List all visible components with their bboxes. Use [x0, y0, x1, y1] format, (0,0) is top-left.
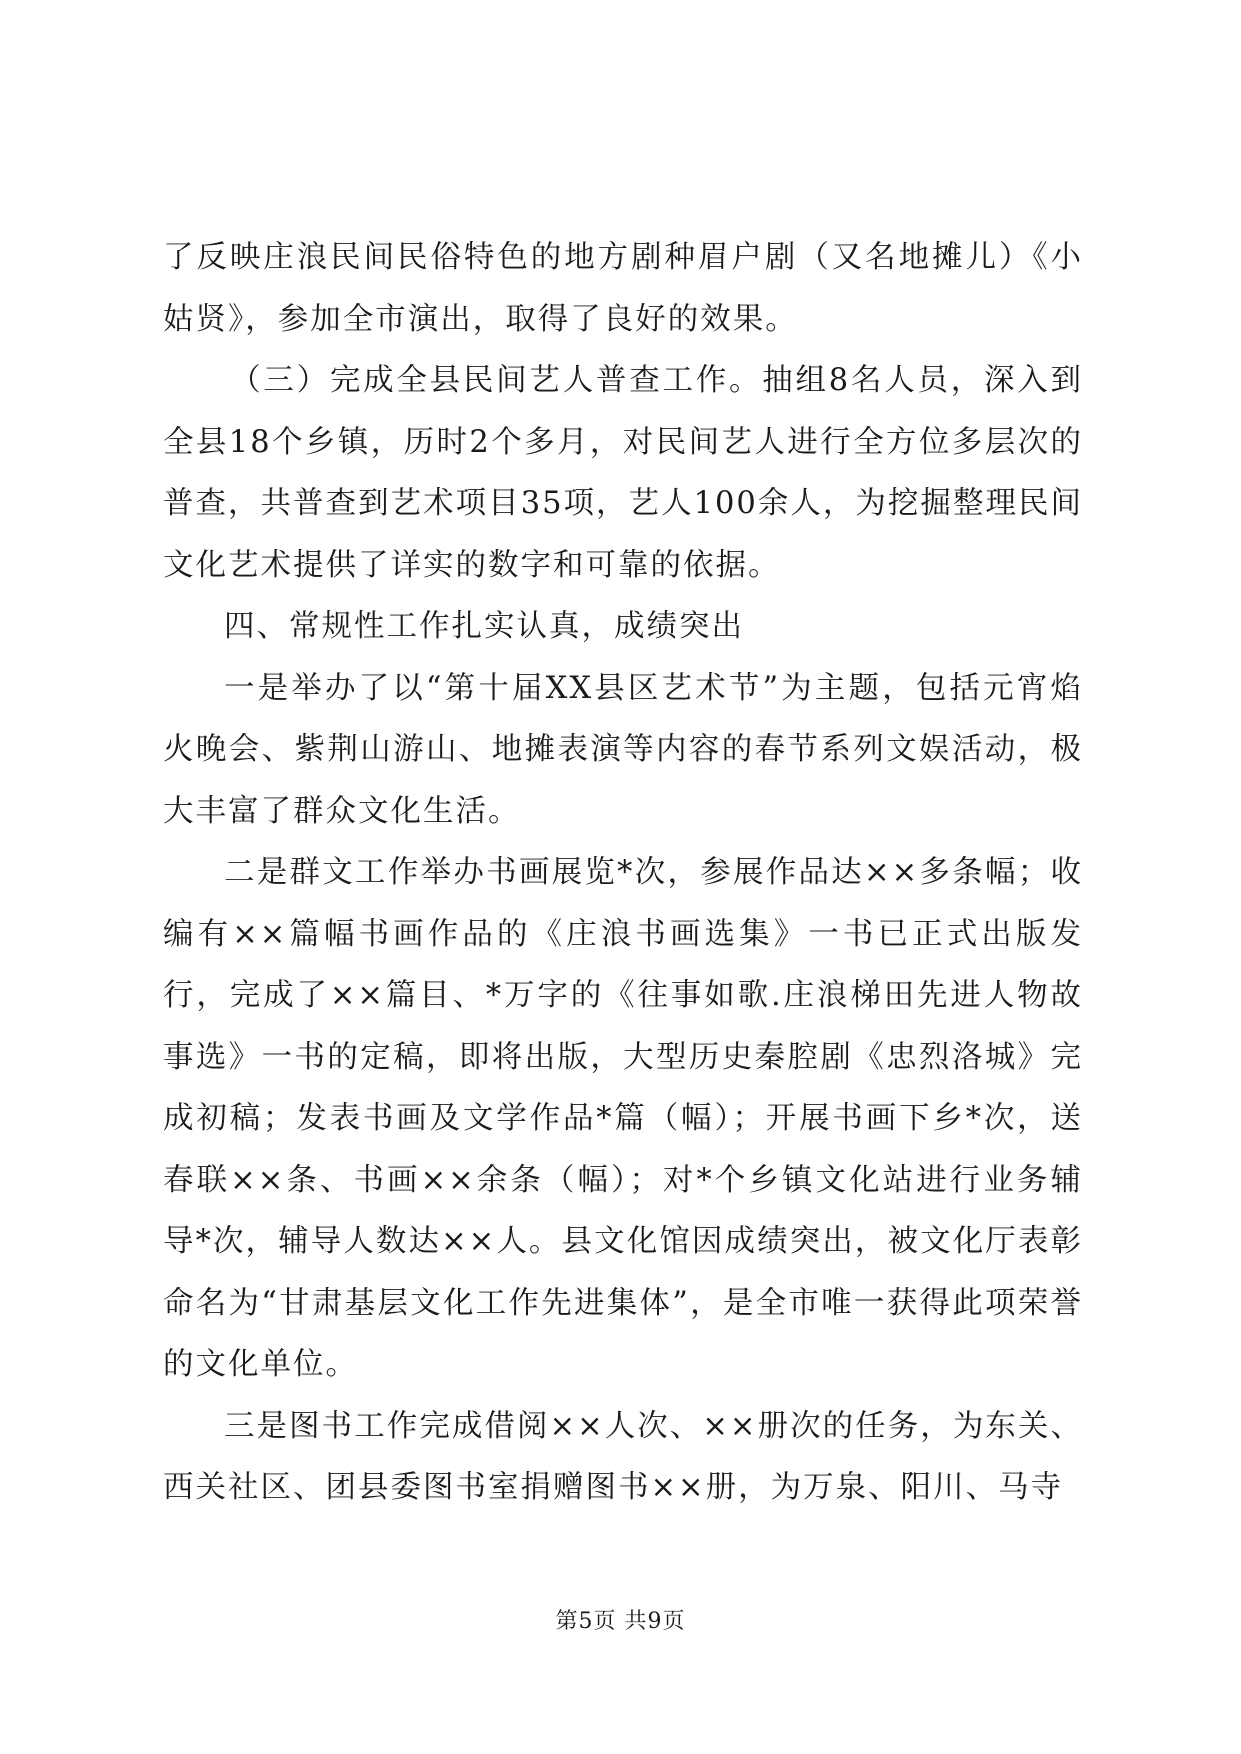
paragraph-library-work: 三是图书工作完成借阅××人次、××册次的任务，为东关、西关社区、团县委图书室捐赠图书××册，为万泉、阳川、马寺 [163, 1408, 1083, 1505]
paragraph-mass-culture-work: 二是群文工作举办书画展览*次，参展作品达××多条幅；收编有××篇幅书画作品的《庄浪书画选集》一书已正式出版发行，完成了××篇目、*万字的《往事如歌.庄浪梯田先进人物故事选》一书的定稿，即将出版，大型历史秦腔剧《忠烈洛城》完成初稿；发表书画及文学作品*篇（幅）；开展书画下乡*次，送春联××条、书画××余条（幅）；对*个乡镇文化站进行业务辅导*次，辅导人数达××人。县文化馆因成绩突出，被文化厅表彰命名为“甘肃基层文化工作先进集体”，是全市唯一获得此项荣誉的文化单位。 [163, 855, 1083, 1382]
page-number-footer: 第5页 共9页 [555, 1609, 686, 1634]
section-heading-routine-work: 四、常规性工作扎实认真，成绩突出 [224, 609, 744, 644]
paragraph-folk-artist-survey: （三）完成全县民间艺人普查工作。抽组8名人员，深入到全县18个乡镇，历时2个多月，对民间艺人进行全方位多层次的普查，共普查到艺术项目35项，艺人100余人，为挖掘整理民间文化艺术提供了详实的数字和可靠的依据。 [163, 363, 1083, 583]
paragraph-art-festival: 一是举办了以“第十届XX县区艺术节”为主题，包括元宵焰火晚会、紫荆山游山、地摊表演等内容的春节系列文娱活动，极大丰富了群众文化生活。 [163, 670, 1083, 829]
document-body [163, 227, 1083, 1519]
paragraph-continuation: 了反映庄浪民间民俗特色的地方剧种眉户剧（又名地摊儿）《小姑贤》，参加全市演出，取得了良好的效果。 [163, 240, 1083, 337]
